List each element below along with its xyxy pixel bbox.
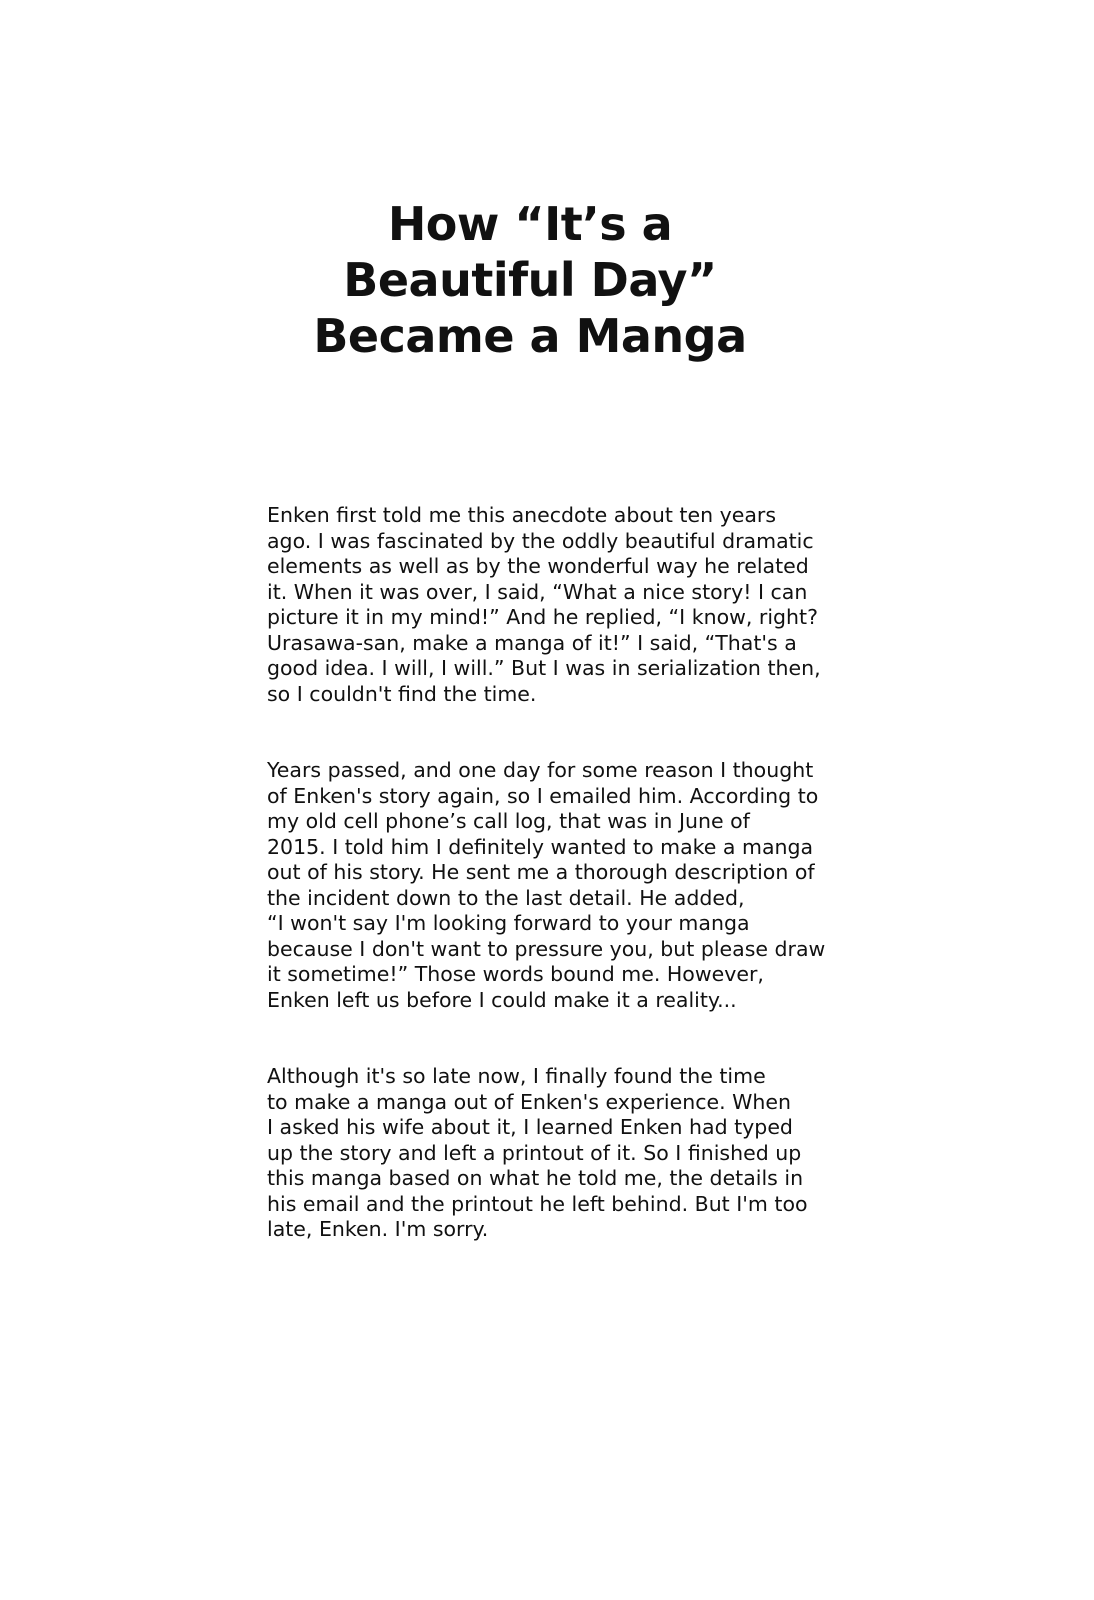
paragraph-1 bbox=[267, 503, 867, 707]
text-line: Years passed, and one day for some reason I thought bbox=[267, 758, 814, 782]
text-line: picture it in my mind!” And he replied, “I know, right? bbox=[267, 605, 818, 629]
title-line: Became a Manga bbox=[313, 309, 747, 363]
article-body bbox=[267, 503, 867, 1243]
title-line: Beautiful Day” bbox=[343, 253, 717, 307]
text-line: so I couldn't find the time. bbox=[267, 681, 537, 706]
text-line: my old cell phone’s call log, that was in June of bbox=[267, 809, 750, 833]
text-line: elements as well as by the wonderful way he related bbox=[267, 554, 809, 578]
text-line: it. When it was over, I said, “What a nice story! I can bbox=[267, 579, 808, 604]
text-line: Although it's so late now, I finally found the time bbox=[267, 1064, 766, 1088]
paragraph-2 bbox=[267, 758, 867, 1013]
text-line: it sometime!” Those words bound me. However, bbox=[267, 962, 764, 986]
text-line: good idea. I will, I will.” But I was in serialization then, bbox=[267, 656, 821, 680]
text-line: the incident down to the last detail. He added, bbox=[267, 885, 745, 910]
text-line: out of his story. He sent me a thorough description of bbox=[267, 860, 815, 884]
text-line: 2015. I told him I definitely wanted to make a manga bbox=[267, 834, 814, 859]
text-line: because I don't want to pressure you, but please draw bbox=[267, 936, 826, 961]
text-line: up the story and left a printout of it. So I finished up bbox=[267, 1140, 802, 1165]
text-line: ago. I was fascinated by the oddly beautiful dramatic bbox=[267, 528, 814, 553]
text-line: his email and the printout he left behind. But I'm too bbox=[267, 1191, 808, 1216]
text-line: Enken left us before I could make it a reality... bbox=[267, 987, 737, 1012]
paragraph-3 bbox=[267, 1064, 867, 1243]
text-line: of Enken's story again, so I emailed him. According to bbox=[267, 783, 819, 808]
title-line: How “It’s a bbox=[387, 197, 673, 251]
text-line: Urasawa-san, make a manga of it!” I said, “That's a bbox=[267, 630, 797, 655]
text-line: late, Enken. I'm sorry. bbox=[267, 1217, 489, 1241]
text-line: this manga based on what he told me, the details in bbox=[267, 1166, 804, 1190]
text-line: Enken first told me this anecdote about ten years bbox=[267, 503, 777, 527]
text-line: I asked his wife about it, I learned Enken had typed bbox=[267, 1115, 793, 1139]
text-line: to make a manga out of Enken's experience. When bbox=[267, 1089, 792, 1114]
text-line: “I won't say I'm looking forward to your manga bbox=[267, 911, 750, 935]
page-title bbox=[300, 196, 760, 364]
